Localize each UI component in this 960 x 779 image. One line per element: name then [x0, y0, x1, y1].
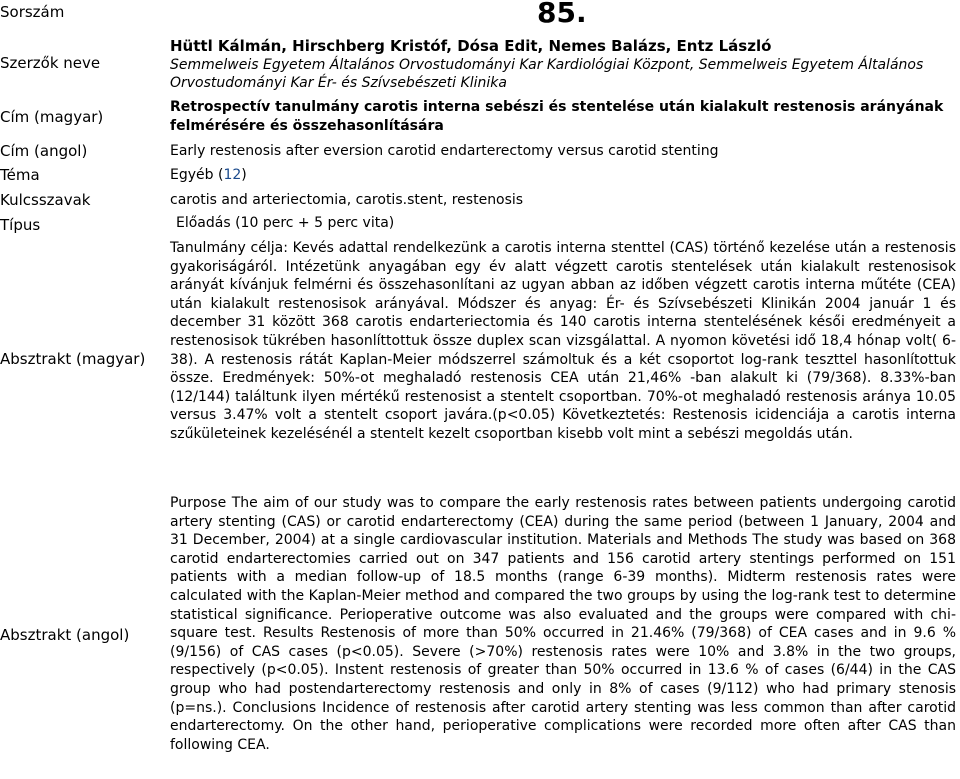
authors: Hüttl Kálmán, Hirschberg Kristóf, Dósa Edit, Nemes Balázs, Entz László [170, 37, 772, 55]
topic-close: ) [241, 167, 247, 183]
title-english: Early restenosis after eversion carotid endarterectomy versus carotid stenting [170, 143, 719, 159]
label-abstract-english: Absztrakt (angol) [0, 626, 130, 644]
label-authors: Szerzők neve [0, 54, 101, 72]
abstract-english: Purpose The aim of our study was to compare the early restenosis rates between patients undergoing carotid artery stenting (CAS) or carotid endarterectomy (CEA) during the same period (between 1 January, 2004 and 31 December, 2004) at a single cardiovascular institution. Materials and Methods The study was based on 368 carotid endarterectomies carried out on 347 patients and 156 carotid artery stentings performed on 151 patients with a median follow-up of 18.5 months (range 6-39 months). Midterm restenosis rates were calculated with the Kaplan-Meier method and compared the two groups by using the log-rank test to determine statistical significance. Perioperative outcome was also evaluated and the groups were compared with chi-square test. Results Restenosis of more than 50% occurred in 21.46% (79/368) of CEA cases and in 9.6 % (9/156) of CAS cases (p<0.05). Severe (>70%) restenosis rates were 10% and 3.8% in the two groups, respectively (p<0.05). Instent restenosis of greater than 50% occurred in 13.6 % of cases (6/44) in the CAS group who had postendarterectomy restenosis and only in 8% of cases (9/112) who had primary stenosis (p=ns.). Conclusions Incidence of restenosis after carotid artery stenting was less common than after carotid endarterectomy. On the other hand, perioperative complications were recorded more often after CAS than following CEA. [170, 495, 956, 753]
label-type: Típus [0, 216, 41, 234]
presentation-type: Előadás (10 perc + 5 perc vita) [176, 215, 395, 231]
label-keywords: Kulcsszavak [0, 191, 91, 209]
label-topic: Téma [0, 166, 40, 184]
label-abstract-hungarian: Absztrakt (magyar) [0, 350, 146, 368]
label-title-english: Cím (angol) [0, 142, 88, 160]
abstract-hungarian: Tanulmány célja: Kevés adattal rendelkezünk a carotis interna stenttel (CAS) történő kezelése után a restenosis gyakoriságáról. Intézetünk anyagában egy év alatt végzett carotis stentelések után kialakult restenosisok arányát kívánjuk felmérni és összehasonlítani az ugyan abban az időben végzett carotis interna műtéte (CEA) után kialakult restenosisok arányával. Módszer és anyag: Ér- és Szívsebészeti Klinikán 2004 január 1 és december 31 között 368 carotis endarteriectomia és 140 carotis interna stentelésének késői eredményeit a restenosisok tükrében hasonlíttottuk össze duplex scan vizsgálattal. A nyomon követési idő 18,4 hónap volt( 6-38). A restenosis rátát Kaplan-Meier módszerrel számoltuk és a két csoportot log-rank teszttel hasonlítottuk össze. Eredmények: 50%-ot meghaladó restenosis CEA után 21,46% -ban alakult ki (79/368). 8.33%-ban (12/144) találtunk ilyen mértékű restenosist a stentelt csoportban. 70%-ot meghaladó restenosis aránya 10.05 versus 3.47% volt a stentelt csoport javára.(p<0.05) Következtetés: Restenosis icidenciája a carotis interna szűkületeinek kezelésénél a stentelt kezelt csoportban kisebb volt mint a sebészi megoldás után. [170, 240, 956, 442]
title-hungarian: Retrospectív tanulmány carotis interna sebészi és stentelése után kialakult restenosis arányának felmérésére és összehasonlítására [170, 99, 944, 134]
affiliation: Semmelweis Egyetem Általános Orvostudományi Kar Kardiológiai Központ, Semmelweis Egyetem Általános Orvostudományi Kar Ér- és Szívsebészeti Klinika [170, 57, 924, 91]
label-sorszam: Sorszám [0, 3, 65, 21]
topic-number: 12 [223, 167, 242, 183]
topic-text: Egyéb ( [170, 167, 224, 183]
keywords: carotis and arteriectomia, carotis.stent, restenosis [170, 192, 524, 208]
topic [170, 166, 956, 185]
label-title-hungarian: Cím (magyar) [0, 108, 104, 126]
record-number: 85. [537, 0, 587, 29]
